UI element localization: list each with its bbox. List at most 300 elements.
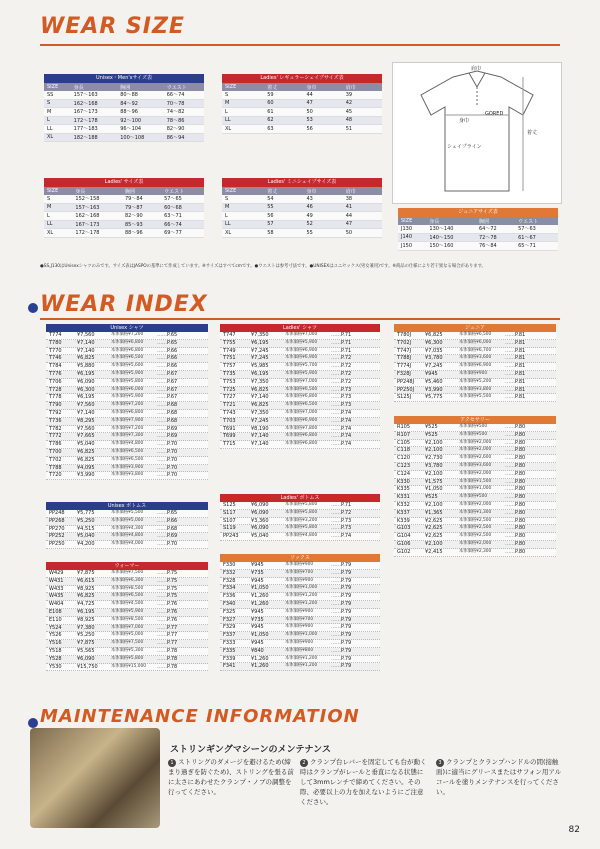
item-base-price: 本体価格¥5,500: [111, 510, 144, 515]
item-price: ¥2,100: [425, 540, 443, 547]
item-price: ¥735: [251, 569, 264, 576]
item-base-price: 本体価格¥7,200: [111, 402, 144, 408]
maintenance-step-3: [436, 757, 564, 797]
size-cell: 88〜96: [122, 229, 161, 238]
leader-dots: ……: [331, 347, 341, 354]
item-page: P.80: [515, 540, 526, 547]
size-note: ●SS,J130はUnisexシャツのみです。サイズ表はJASPOの基準にて作成しています。※サイズはすべてcmです。●ウエストは参考寸法です。●UNISEXはユニセックス(男女兼用)です。※商品の仕様により若干異なる場合があります。: [40, 264, 486, 269]
index-row: [46, 402, 208, 410]
size-cell: 88〜96: [117, 108, 164, 117]
item-base-price: 本体価格¥2,000: [459, 540, 492, 546]
item-code: F339: [223, 655, 236, 662]
item-price: ¥525: [425, 424, 438, 430]
item-base-price: 本体価格¥1,200: [285, 655, 318, 661]
index-row: [220, 593, 380, 601]
index-caption: アクセサリー: [394, 416, 556, 424]
index-row: [394, 363, 556, 371]
item-page: P.77: [167, 632, 178, 639]
size-row: [44, 195, 204, 203]
item-page: P.67: [167, 378, 178, 385]
item-page: P.70: [167, 472, 178, 479]
item-page: P.71: [341, 502, 352, 508]
item-page: P.70: [167, 541, 178, 548]
item-price: ¥2,415: [425, 548, 443, 555]
item-base-price: 本体価格¥4,000: [111, 541, 144, 547]
leader-dots: ……: [505, 447, 515, 454]
item-base-price: 本体価格¥3,800: [459, 386, 492, 392]
index-row: [46, 640, 208, 648]
index-row: [394, 525, 556, 533]
item-base-price: 本体価格¥6,000: [459, 339, 492, 345]
size-cell: 157〜163: [71, 91, 118, 99]
index-row: [394, 494, 556, 502]
index-row: [46, 441, 208, 449]
item-code: T728: [49, 386, 62, 393]
step-number: 3: [436, 759, 444, 767]
size-cell: L: [44, 212, 72, 221]
item-code: T782: [49, 425, 62, 432]
size-cell: 157〜163: [72, 203, 122, 212]
leader-dots: ……: [157, 363, 167, 370]
item-price: ¥1,260: [251, 593, 269, 600]
item-code: F337: [223, 632, 236, 639]
item-base-price: 本体価格¥6,700: [459, 347, 492, 353]
leader-dots: ……: [331, 386, 341, 393]
item-base-price: 本体価格¥4,800: [285, 533, 318, 539]
size-row: [398, 233, 558, 242]
item-page: P.74: [341, 433, 352, 440]
index-row: [220, 562, 380, 570]
item-code: T780: [49, 339, 62, 346]
item-base-price: 本体価格¥3,800: [111, 472, 144, 478]
size-cell: 79〜84: [122, 195, 161, 203]
leader-dots: ……: [331, 624, 341, 631]
index-row: [46, 541, 208, 549]
size-cell: 47: [303, 99, 342, 108]
shirt-label-body-length: 着丈: [527, 130, 538, 136]
item-page: P.72: [341, 355, 352, 362]
index-row: [394, 549, 556, 557]
item-base-price: 本体価格¥5,800: [111, 378, 144, 384]
index-row: [46, 472, 208, 480]
leader-dots: ……: [331, 569, 341, 576]
item-page: P.79: [341, 562, 352, 568]
item-base-price: 本体価格¥5,800: [285, 502, 318, 507]
size-cell: LL: [222, 220, 264, 229]
item-page: P.74: [341, 409, 352, 416]
item-page: P.80: [515, 447, 526, 454]
size-header-cell: SIZE: [222, 83, 264, 91]
item-page: P.81: [515, 394, 526, 401]
item-code: T753: [223, 378, 236, 385]
item-price: ¥7,140: [251, 394, 269, 401]
item-code: T743: [223, 409, 236, 416]
size-cell: M: [44, 203, 72, 212]
size-cell: 172〜178: [71, 116, 118, 125]
index-ladies-bottoms: [220, 494, 380, 541]
size-cell: 49: [303, 212, 342, 221]
leader-dots: ……: [331, 339, 341, 346]
size-table-junior: [398, 208, 558, 251]
size-cell: 86〜94: [164, 133, 204, 142]
item-base-price: 本体価格¥900: [459, 370, 488, 376]
item-base-price: 本体価格¥4,800: [111, 533, 144, 539]
index-row: [220, 533, 380, 541]
leader-dots: ……: [505, 355, 515, 362]
item-code: PP250J: [397, 386, 415, 393]
item-base-price: 本体価格¥6,800: [111, 409, 144, 415]
item-price: ¥840: [251, 647, 264, 654]
item-base-price: 本体価格¥6,800: [285, 433, 318, 439]
leader-dots: ……: [157, 663, 167, 670]
item-page: P.68: [167, 525, 178, 532]
item-base-price: 本体価格¥7,300: [111, 433, 144, 439]
size-cell: 61: [264, 108, 303, 117]
item-base-price: 本体価格¥15,000: [111, 663, 146, 669]
size-cell: 130〜140: [426, 225, 476, 233]
item-base-price: 本体価格¥8,500: [111, 585, 144, 591]
size-cell: 78〜86: [164, 116, 204, 125]
item-code: T788J: [397, 355, 412, 362]
item-base-price: 本体価格¥5,900: [111, 608, 144, 614]
index-row: [394, 394, 556, 402]
index-row: [220, 418, 380, 426]
item-base-price: 本体価格¥2,000: [459, 501, 492, 507]
size-cell: S: [44, 195, 72, 203]
item-price: ¥5,565: [77, 647, 95, 654]
item-page: P.65: [167, 332, 178, 338]
leader-dots: ……: [505, 462, 515, 469]
size-cell: XL: [44, 133, 71, 142]
leader-dots: ……: [331, 517, 341, 524]
leader-dots: ……: [331, 402, 341, 409]
item-page: P.76: [167, 616, 178, 623]
size-cell: 54: [264, 195, 303, 203]
size-table-grid: [44, 83, 204, 142]
item-base-price: 本体価格¥1,200: [285, 600, 318, 606]
item-page: P.65: [167, 339, 178, 346]
index-row: [46, 340, 208, 348]
item-page: P.79: [341, 585, 352, 592]
size-header-cell: 身長: [71, 83, 118, 91]
size-cell: L: [44, 116, 71, 125]
size-cell: 39: [343, 91, 382, 99]
leader-dots: ……: [157, 525, 167, 532]
item-page: P.79: [341, 663, 352, 670]
item-code: T715: [223, 441, 236, 448]
item-base-price: 本体価格¥7,000: [285, 332, 318, 337]
index-row: [394, 463, 556, 471]
item-base-price: 本体価格¥5,000: [111, 517, 144, 523]
item-price: ¥5,985: [251, 363, 269, 370]
index-caption: ジュニア: [394, 324, 556, 332]
item-page: P.73: [341, 517, 352, 524]
item-price: ¥1,050: [251, 632, 269, 639]
size-cell: 51: [343, 125, 382, 134]
item-price: ¥3,990: [77, 472, 95, 479]
item-page: P.80: [515, 462, 526, 469]
size-row: [44, 133, 204, 142]
item-page: P.72: [341, 363, 352, 370]
item-price: ¥4,515: [77, 525, 95, 532]
item-base-price: 本体価格¥7,800: [285, 425, 318, 431]
size-cell: 79〜87: [122, 203, 161, 212]
size-cell: 65〜71: [515, 242, 558, 251]
index-row: [220, 363, 380, 371]
item-code: T691: [223, 425, 236, 432]
item-code: S117: [223, 509, 236, 516]
item-page: P.79: [341, 569, 352, 576]
leader-dots: ……: [331, 409, 341, 416]
item-base-price: 本体価格¥3,600: [459, 462, 492, 468]
item-price: ¥1,260: [251, 600, 269, 607]
item-code: R105: [397, 424, 411, 430]
size-header-cell: SIZE: [44, 187, 72, 195]
item-base-price: 本体価格¥7,200: [111, 332, 144, 337]
size-cell: XL: [44, 229, 72, 238]
index-row: [220, 640, 380, 648]
shirt-label-shape: シェイプライン: [447, 144, 482, 150]
index-row: [220, 402, 380, 410]
leader-dots: ……: [157, 593, 167, 600]
size-cell: 60〜68: [161, 203, 204, 212]
item-page: P.79: [341, 655, 352, 662]
item-price: ¥6,825: [77, 355, 95, 362]
size-header-cell: 着丈: [264, 187, 303, 195]
item-base-price: 本体価格¥3,200: [285, 517, 318, 523]
item-base-price: 本体価格¥6,800: [285, 441, 318, 447]
size-cell: 50: [343, 229, 382, 238]
index-row: [220, 663, 380, 671]
leader-dots: ……: [505, 525, 515, 532]
item-price: ¥1,260: [251, 655, 269, 662]
leader-dots: ……: [505, 540, 515, 547]
maintenance-step-2: [300, 757, 428, 807]
leader-dots: ……: [157, 608, 167, 615]
size-table-grid: [222, 187, 382, 238]
size-header-cell: 胸囲: [476, 217, 515, 225]
leader-dots: ……: [331, 655, 341, 662]
item-code: PP248: [49, 510, 65, 516]
leader-dots: ……: [331, 355, 341, 362]
leader-dots: ……: [157, 464, 167, 471]
index-list: [46, 510, 208, 549]
item-page: P.79: [341, 639, 352, 646]
item-price: ¥7,875: [77, 570, 95, 576]
size-cell: SS: [44, 91, 71, 99]
item-page: P.79: [341, 608, 352, 615]
size-cell: 82〜90: [122, 212, 161, 221]
item-price: ¥5,040: [77, 533, 95, 540]
leader-dots: ……: [331, 363, 341, 370]
size-cell: 41: [343, 203, 382, 212]
item-base-price: 本体価格¥7,000: [111, 624, 144, 630]
size-header-cell: ウエスト: [164, 83, 204, 91]
item-price: ¥15,750: [77, 663, 98, 670]
size-header-cell: 胸囲: [117, 83, 164, 91]
leader-dots: ……: [157, 632, 167, 639]
item-price: ¥5,040: [77, 441, 95, 448]
item-page: P.66: [167, 363, 178, 370]
index-row: [220, 648, 380, 656]
index-row: [46, 371, 208, 379]
item-code: K330: [397, 478, 410, 485]
item-code: C105: [397, 439, 411, 446]
size-table-caption: Ladies' ミニシェイプサイズ表: [222, 178, 382, 187]
item-page: P.67: [167, 386, 178, 393]
leader-dots: ……: [331, 663, 341, 670]
leader-dots: ……: [157, 332, 167, 338]
size-row: [222, 99, 382, 108]
index-row: [46, 332, 208, 340]
item-price: ¥3,990: [425, 386, 443, 393]
item-price: ¥2,100: [425, 447, 443, 454]
item-page: P.81: [515, 355, 526, 362]
item-price: ¥5,040: [251, 533, 269, 540]
item-page: P.72: [341, 509, 352, 516]
size-header-cell: 肩巾: [343, 187, 382, 195]
item-price: ¥6,825: [77, 448, 95, 455]
item-code: S125: [223, 502, 236, 508]
leader-dots: ……: [157, 647, 167, 654]
leader-dots: ……: [157, 616, 167, 623]
item-page: P.81: [515, 386, 526, 393]
item-base-price: 本体価格¥4,800: [111, 441, 144, 447]
item-base-price: 本体価格¥5,900: [111, 394, 144, 400]
leader-dots: ……: [157, 541, 167, 548]
size-cell: 76〜84: [476, 242, 515, 251]
index-list: [220, 332, 380, 449]
item-price: ¥6,300: [77, 386, 95, 393]
size-header-cell: ウエスト: [515, 217, 558, 225]
item-base-price: 本体価格¥7,000: [285, 378, 318, 384]
index-row: [220, 410, 380, 418]
item-price: ¥3,780: [425, 355, 443, 362]
size-row: [44, 220, 204, 229]
item-code: F335: [223, 647, 236, 654]
size-cell: L: [222, 108, 264, 117]
index-row: [220, 570, 380, 578]
index-row: [220, 624, 380, 632]
item-base-price: 本体価格¥5,300: [111, 647, 144, 653]
index-row: [220, 332, 380, 340]
index-row: [394, 340, 556, 348]
item-price: ¥1,050: [425, 486, 443, 493]
index-row: [46, 449, 208, 457]
item-code: PP268: [49, 517, 65, 524]
item-page: P.66: [167, 347, 178, 354]
item-code: PP248J: [397, 378, 415, 385]
item-page: P.77: [167, 640, 178, 647]
item-base-price: 本体価格¥1,000: [285, 632, 318, 638]
size-cell: 80〜88: [117, 91, 164, 99]
item-price: ¥6,090: [77, 655, 95, 662]
item-code: F333: [223, 639, 236, 646]
leader-dots: ……: [157, 417, 167, 424]
leader-dots: ……: [331, 647, 341, 654]
item-page: P.80: [515, 455, 526, 462]
size-cell: 45: [343, 108, 382, 117]
item-page: P.67: [167, 370, 178, 377]
size-cell: S: [222, 91, 264, 99]
item-code: E108: [49, 608, 62, 615]
index-caption: Ladies' ボトムス: [220, 494, 380, 502]
item-price: ¥3,780: [425, 462, 443, 469]
leader-dots: ……: [157, 402, 167, 409]
index-row: [394, 455, 556, 463]
index-row: [394, 471, 556, 479]
size-cell: XL: [222, 125, 264, 134]
index-row: [46, 418, 208, 426]
leader-dots: ……: [157, 378, 167, 385]
size-row: [222, 125, 382, 134]
item-price: ¥1,260: [251, 663, 269, 670]
item-price: ¥7,245: [251, 355, 269, 362]
item-price: ¥8,925: [77, 585, 95, 592]
item-price: ¥5,775: [425, 394, 443, 401]
step-text: ストリングのダメージを避けるため(締まり過ぎを防ぐため)、ストリングを張る前に太さにあわせたクランプ・ノブの調整を行ってください。: [168, 758, 294, 796]
item-code: F328: [223, 577, 236, 584]
item-page: P.80: [515, 548, 526, 555]
leader-dots: ……: [331, 332, 341, 338]
item-page: P.68: [167, 417, 178, 424]
size-cell: S: [44, 99, 71, 108]
index-row: [220, 433, 380, 441]
size-row: [222, 229, 382, 238]
item-code: T770: [49, 347, 62, 354]
item-price: ¥525: [425, 431, 438, 438]
item-code: S107: [223, 517, 236, 524]
leader-dots: ……: [505, 470, 515, 477]
item-page: P.68: [167, 402, 178, 409]
size-cell: 38: [343, 195, 382, 203]
index-row: [46, 433, 208, 441]
item-code: Y526: [49, 632, 62, 639]
index-row: [46, 601, 208, 609]
leader-dots: ……: [331, 585, 341, 592]
item-code: K337: [397, 509, 410, 516]
item-page: P.81: [515, 378, 526, 385]
item-code: T702J: [397, 339, 412, 346]
item-page: P.70: [167, 456, 178, 463]
maintenance-title: ストリンギングマシーンのメンテナンス: [170, 745, 331, 755]
index-row: [220, 601, 380, 609]
index-row: [220, 609, 380, 617]
item-page: P.76: [167, 608, 178, 615]
item-code: K331: [397, 494, 410, 501]
item-page: P.80: [515, 494, 526, 501]
item-base-price: 本体価格¥5,200: [459, 378, 492, 384]
size-header-cell: SIZE: [222, 187, 264, 195]
size-row: [44, 116, 204, 125]
item-price: ¥7,245: [425, 363, 443, 370]
item-price: ¥7,875: [77, 640, 95, 647]
item-base-price: 本体価格¥6,500: [111, 355, 144, 361]
item-code: T772: [49, 433, 62, 440]
item-price: ¥5,250: [77, 632, 95, 639]
index-row: [394, 332, 556, 340]
size-cell: 64〜72: [476, 225, 515, 233]
item-page: P.73: [341, 402, 352, 409]
shirt-label-shoulder: 肩巾: [471, 66, 482, 72]
index-row: [46, 648, 208, 656]
shirt-diagram: [392, 62, 562, 204]
item-base-price: 本体価格¥1,300: [459, 509, 492, 515]
page-number: 82: [568, 825, 580, 835]
leader-dots: ……: [331, 600, 341, 607]
index-row: [46, 510, 208, 518]
item-code: E110: [49, 616, 62, 623]
